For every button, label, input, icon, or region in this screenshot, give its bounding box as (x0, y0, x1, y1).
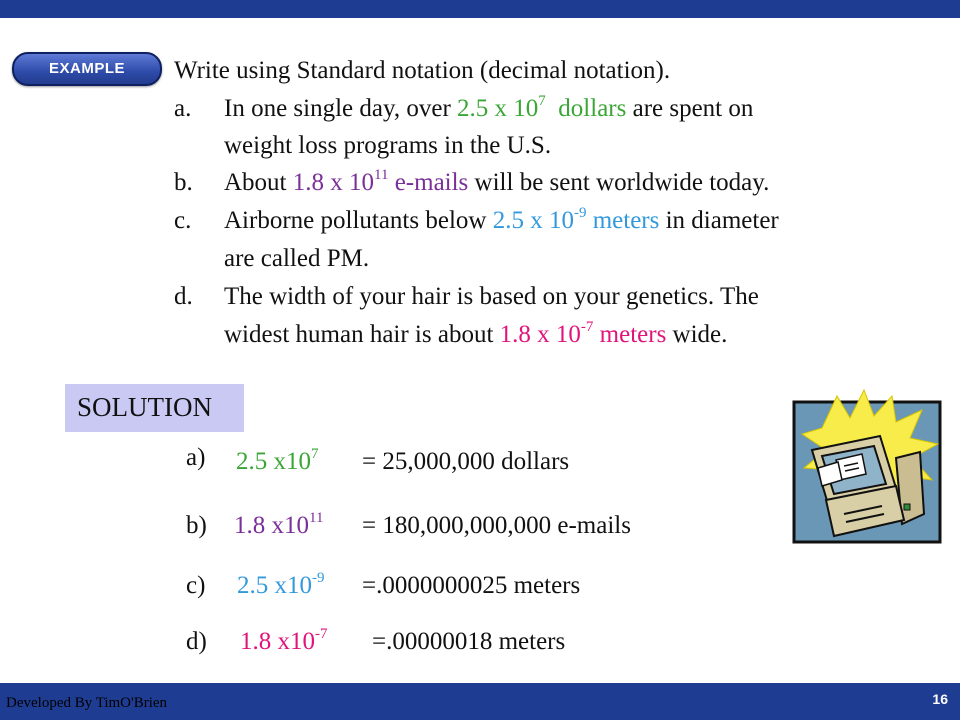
example-badge (12, 52, 162, 86)
problem-d-value (500, 321, 667, 348)
solution-c-exp: -9 (312, 570, 325, 586)
solution-heading-label: SOLUTION (77, 392, 212, 422)
problem-b-post: will be sent worldwide today. (468, 169, 770, 196)
solution-d-base: 1.8 x10 (240, 628, 315, 655)
problem-b-exp: 11 (374, 167, 389, 183)
problem-b-text (224, 164, 769, 202)
solution-c-result: =.0000000025 meters (362, 572, 581, 599)
solution-b-label: b) (186, 512, 207, 539)
problem-a-value (457, 95, 626, 122)
problem-b-label: b. (174, 169, 193, 196)
problem-d-base: 1.8 x 10 (499, 321, 581, 348)
problem-d-exp: -7 (580, 319, 594, 335)
solution-b-result: = 180,000,000,000 e-mails (362, 512, 631, 539)
problem-b-pre: About (224, 169, 293, 196)
prompt-title: Write using Standard notation (decimal notation). (174, 57, 671, 84)
problem-b-base: 1.8 x 10 (292, 169, 374, 196)
problem-a-unit: dollars (558, 95, 627, 122)
problem-c-post: in diameter (659, 207, 779, 234)
problem-d-unit: meters (599, 321, 667, 348)
solution-d-exp: -7 (315, 626, 328, 642)
solution-b-base: 1.8 x10 (234, 512, 309, 539)
problem-c-unit: meters (592, 207, 660, 234)
solution-c-value (237, 572, 325, 600)
solution-d-label: d) (186, 628, 207, 655)
solution-b-value (234, 512, 323, 540)
problem-a-exp: 7 (538, 93, 546, 109)
problem-a-pre: In one single day, over (224, 95, 458, 122)
solution-d-result: =.00000018 meters (372, 628, 566, 655)
problem-b-unit: e-mails (394, 169, 469, 196)
problem-a-text (224, 90, 753, 128)
problem-a-line2: weight loss programs in the U.S. (224, 132, 552, 159)
problem-b-value (293, 169, 469, 196)
problem-c-value (493, 207, 660, 234)
computer-with-mail-icon (792, 388, 942, 544)
problem-a-label: a. (174, 95, 192, 122)
top-bar (0, 0, 960, 18)
solution-heading (65, 384, 244, 432)
problem-d-line2 (224, 316, 727, 354)
problem-a-base: 2.5 x 10 (457, 95, 539, 122)
page-number: 16 (932, 691, 948, 707)
problem-d-line1: The width of your hair is based on your genetics. The (224, 283, 759, 310)
solution-c-base: 2.5 x10 (237, 572, 312, 599)
problem-a-post: are spent on (626, 95, 754, 122)
problem-c-pre: Airborne pollutants below (224, 207, 493, 234)
problem-c-label: c. (174, 207, 192, 234)
problem-d-post: wide. (666, 321, 728, 348)
solution-a-base: 2.5 x10 (236, 448, 311, 475)
solution-a-label: a) (186, 444, 206, 471)
solution-d-value (240, 628, 328, 656)
problem-d-label: d. (174, 283, 193, 310)
solution-b-exp: 11 (309, 510, 324, 526)
problem-c-base: 2.5 x 10 (492, 207, 574, 234)
problem-c-line2: are called PM. (224, 245, 370, 272)
solution-c-label: c) (186, 572, 206, 599)
problem-c-text (224, 202, 779, 240)
solution-a-value (236, 448, 319, 476)
solution-a-exp: 7 (311, 446, 319, 462)
problem-c-exp: -9 (573, 205, 587, 221)
problem-d-pre: widest human hair is about (224, 321, 500, 348)
example-badge-label: EXAMPLE (48, 60, 125, 77)
footer-credit: Developed By TimO'Brien (6, 695, 168, 711)
solution-a-result: = 25,000,000 dollars (362, 448, 570, 475)
